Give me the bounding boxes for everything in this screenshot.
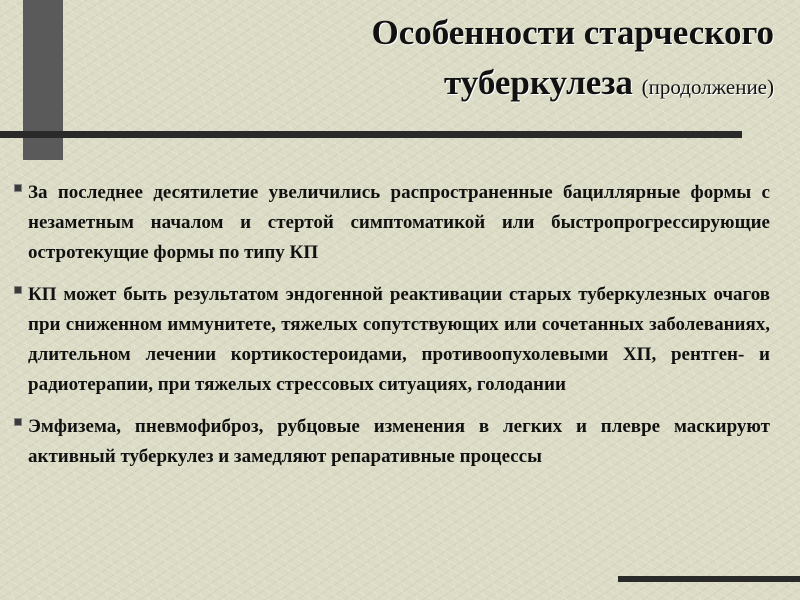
bullet-text: За последнее десятилетие увеличились распространенные бациллярные формы с незаметным началом и стертой симптоматикой или быстропрогрессирующие остротекущие формы по типу КП [28,182,770,263]
slide-title-line2 [254,58,774,112]
bullet-item-1 [14,178,770,268]
square-bullet-icon [14,184,22,192]
slide-title-line1: Особенности старческого [371,13,774,52]
slide-title-main: туберкулеза [444,63,633,102]
slide-title [254,8,774,112]
bullet-item-2 [14,280,770,400]
bottom-decorative-bar [618,576,800,582]
bullet-item-3 [14,412,770,472]
slide-title-subtitle: (продолжение) [641,75,774,99]
square-bullet-icon [14,418,22,426]
bullet-list [14,178,770,484]
bullet-text: Эмфизема, пневмофиброз, рубцовые изменения в легких и плевре маскируют активный туберкулез и замедляют репаративные процессы [28,416,770,467]
square-bullet-icon [14,286,22,294]
bullet-text: КП может быть результатом эндогенной реактивации старых туберкулезных очагов при сниженном иммунитете, тяжелых сопутствующих или сочетанных заболеваниях, длительном лечении кортикостероидами, противоопухолевыми ХП, рентген- и радиотерапии, при тяжелых стрессовых ситуациях, голодании [28,284,770,395]
title-underline-bar [0,131,742,138]
